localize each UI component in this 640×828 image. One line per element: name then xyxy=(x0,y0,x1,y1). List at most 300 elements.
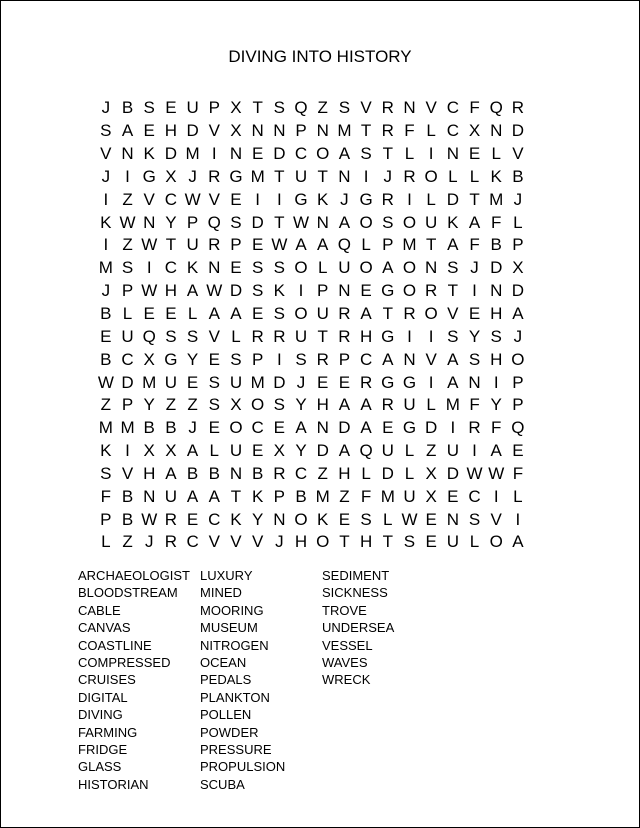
grid-letter[interactable]: S xyxy=(273,258,286,278)
grid-letter[interactable]: G xyxy=(164,349,178,369)
grid-letter[interactable]: I xyxy=(103,235,109,255)
grid-letter[interactable]: T xyxy=(469,189,480,209)
grid-letter[interactable]: V xyxy=(425,98,437,118)
grid-letter[interactable]: H xyxy=(490,349,503,369)
grid-letter[interactable]: D xyxy=(186,121,199,141)
grid-letter[interactable]: S xyxy=(230,349,242,369)
grid-letter[interactable]: L xyxy=(187,304,198,324)
grid-letter[interactable]: D xyxy=(511,281,525,301)
grid-letter[interactable]: F xyxy=(491,418,502,438)
grid-letter[interactable]: A xyxy=(317,235,329,255)
grid-letter[interactable]: Y xyxy=(251,509,264,529)
grid-letter[interactable]: B xyxy=(121,509,134,529)
grid-letter[interactable]: I xyxy=(428,326,434,346)
grid-letter[interactable]: L xyxy=(101,532,111,552)
grid-letter[interactable]: Z xyxy=(317,98,328,118)
grid-letter[interactable]: E xyxy=(512,441,524,461)
grid-letter[interactable]: N xyxy=(273,509,286,529)
grid-letter[interactable]: R xyxy=(403,166,416,186)
grid-letter[interactable]: P xyxy=(251,349,264,369)
grid-letter[interactable]: Q xyxy=(359,441,373,461)
grid-letter[interactable]: E xyxy=(338,509,351,529)
grid-letter[interactable]: F xyxy=(469,98,480,118)
grid-letter[interactable]: D xyxy=(164,144,178,164)
grid-letter[interactable]: A xyxy=(447,349,459,369)
grid-letter[interactable]: U xyxy=(425,212,438,232)
grid-letter[interactable]: V xyxy=(143,189,155,209)
grid-letter[interactable]: E xyxy=(165,98,177,118)
grid-letter[interactable]: S xyxy=(382,212,394,232)
grid-letter[interactable]: R xyxy=(511,98,525,118)
grid-letter[interactable]: K xyxy=(230,509,242,529)
grid-letter[interactable]: H xyxy=(316,395,329,415)
grid-letter[interactable]: J xyxy=(513,189,523,209)
grid-letter[interactable]: D xyxy=(273,144,286,164)
grid-letter[interactable]: P xyxy=(295,121,307,141)
grid-letter[interactable]: I xyxy=(515,509,521,529)
grid-letter[interactable]: U xyxy=(164,372,178,392)
grid-letter[interactable]: O xyxy=(251,395,265,415)
grid-letter[interactable]: N xyxy=(229,463,243,483)
grid-letter[interactable]: L xyxy=(383,509,393,529)
grid-letter[interactable]: C xyxy=(294,144,308,164)
grid-letter[interactable]: O xyxy=(359,212,373,232)
grid-letter[interactable]: I xyxy=(276,349,282,369)
grid-letter[interactable]: A xyxy=(360,418,372,438)
grid-letter[interactable]: K xyxy=(490,166,502,186)
grid-letter[interactable]: E xyxy=(100,326,112,346)
grid-letter[interactable]: T xyxy=(317,166,328,186)
grid-letter[interactable]: P xyxy=(230,235,242,255)
grid-letter[interactable]: S xyxy=(468,509,481,529)
grid-letter[interactable]: U xyxy=(229,372,243,392)
grid-letter[interactable]: R xyxy=(273,326,286,346)
grid-letter[interactable]: B xyxy=(186,463,199,483)
grid-letter[interactable]: B xyxy=(121,98,134,118)
grid-letter[interactable]: A xyxy=(468,212,481,232)
grid-letter[interactable]: M xyxy=(98,418,113,438)
grid-letter[interactable]: J xyxy=(383,166,393,186)
grid-letter[interactable]: D xyxy=(425,418,438,438)
grid-letter[interactable]: N xyxy=(143,486,156,506)
grid-letter[interactable]: D xyxy=(446,463,459,483)
grid-letter[interactable]: W xyxy=(184,189,201,209)
grid-letter[interactable]: I xyxy=(298,281,304,301)
grid-letter[interactable]: E xyxy=(165,304,177,324)
grid-letter[interactable]: P xyxy=(317,281,329,301)
grid-letter[interactable]: N xyxy=(208,258,221,278)
grid-letter[interactable]: P xyxy=(186,212,199,232)
grid-letter[interactable]: R xyxy=(164,532,178,552)
grid-letter[interactable]: A xyxy=(512,532,524,552)
grid-letter[interactable]: A xyxy=(512,304,524,324)
grid-letter[interactable]: N xyxy=(273,121,286,141)
grid-letter[interactable]: Z xyxy=(165,395,177,415)
grid-letter[interactable]: N xyxy=(316,418,329,438)
grid-letter[interactable]: G xyxy=(142,166,156,186)
grid-letter[interactable]: E xyxy=(468,304,481,324)
grid-letter[interactable]: C xyxy=(294,463,308,483)
grid-letter[interactable]: Q xyxy=(489,98,503,118)
grid-letter[interactable]: B xyxy=(100,349,112,369)
grid-letter[interactable]: J xyxy=(188,166,197,186)
grid-letter[interactable]: B xyxy=(208,463,220,483)
grid-letter[interactable]: M xyxy=(402,235,417,255)
grid-letter[interactable]: E xyxy=(143,304,155,324)
grid-letter[interactable]: Z xyxy=(122,235,133,255)
grid-letter[interactable]: S xyxy=(208,395,220,415)
grid-letter[interactable]: Q xyxy=(142,326,156,346)
grid-letter[interactable]: H xyxy=(338,463,351,483)
grid-letter[interactable]: L xyxy=(404,144,415,164)
grid-letter[interactable]: C xyxy=(208,509,221,529)
grid-letter[interactable]: S xyxy=(100,121,112,141)
grid-letter[interactable]: B xyxy=(512,166,524,186)
grid-letter[interactable]: E xyxy=(360,281,372,301)
grid-letter[interactable]: I xyxy=(103,189,109,209)
grid-letter[interactable]: S xyxy=(273,395,286,415)
grid-letter[interactable]: X xyxy=(273,441,286,461)
grid-letter[interactable]: Q xyxy=(511,418,525,438)
grid-letter[interactable]: S xyxy=(208,372,220,392)
grid-letter[interactable]: L xyxy=(491,144,501,164)
grid-letter[interactable]: A xyxy=(382,258,394,278)
grid-letter[interactable]: U xyxy=(121,326,134,346)
grid-letter[interactable]: W xyxy=(141,235,158,255)
grid-letter[interactable]: J xyxy=(513,326,523,346)
grid-letter[interactable]: R xyxy=(208,166,221,186)
grid-letter[interactable]: S xyxy=(273,304,286,324)
grid-letter[interactable]: W xyxy=(206,281,223,301)
grid-letter[interactable]: E xyxy=(230,258,242,278)
grid-letter[interactable]: R xyxy=(208,235,221,255)
grid-letter[interactable]: H xyxy=(164,281,178,301)
grid-letter[interactable]: B xyxy=(143,418,155,438)
grid-letter[interactable]: Q xyxy=(207,212,221,232)
grid-letter[interactable]: K xyxy=(186,258,199,278)
grid-letter[interactable]: N xyxy=(403,349,416,369)
grid-letter[interactable]: L xyxy=(426,395,436,415)
grid-letter[interactable]: X xyxy=(165,166,177,186)
grid-letter[interactable]: J xyxy=(340,189,349,209)
grid-letter[interactable]: J xyxy=(101,281,111,301)
grid-letter[interactable]: K xyxy=(100,441,112,461)
grid-letter[interactable]: B xyxy=(490,235,502,255)
grid-letter[interactable]: J xyxy=(188,418,197,438)
grid-letter[interactable]: G xyxy=(402,418,417,438)
grid-letter[interactable]: N xyxy=(490,281,503,301)
grid-letter[interactable]: E xyxy=(251,144,264,164)
grid-letter[interactable]: P xyxy=(382,235,394,255)
grid-letter[interactable]: V xyxy=(121,463,134,483)
grid-letter[interactable]: R xyxy=(381,98,394,118)
grid-letter[interactable]: J xyxy=(470,258,479,278)
grid-letter[interactable]: E xyxy=(425,532,437,552)
grid-letter[interactable]: C xyxy=(446,98,459,118)
grid-letter[interactable]: E xyxy=(186,509,199,529)
grid-letter[interactable]: A xyxy=(382,349,394,369)
grid-letter[interactable]: A xyxy=(186,486,199,506)
grid-letter[interactable]: A xyxy=(208,486,220,506)
grid-letter[interactable]: W xyxy=(401,509,418,529)
grid-letter[interactable]: F xyxy=(404,121,415,141)
grid-letter[interactable]: T xyxy=(165,235,177,255)
grid-letter[interactable]: R xyxy=(381,121,394,141)
grid-letter[interactable]: J xyxy=(101,166,111,186)
grid-letter[interactable]: Z xyxy=(122,189,133,209)
grid-letter[interactable]: E xyxy=(208,349,220,369)
grid-letter[interactable]: V xyxy=(230,532,242,552)
grid-letter[interactable]: Y xyxy=(295,395,307,415)
grid-letter[interactable]: G xyxy=(294,189,308,209)
grid-letter[interactable]: C xyxy=(186,532,199,552)
grid-letter[interactable]: Y xyxy=(143,395,155,415)
grid-letter[interactable]: G xyxy=(381,281,395,301)
grid-letter[interactable]: N xyxy=(338,166,351,186)
grid-letter[interactable]: I xyxy=(407,189,412,209)
grid-letter[interactable]: T xyxy=(339,532,350,552)
grid-letter[interactable]: P xyxy=(273,486,286,506)
grid-letter[interactable]: X xyxy=(165,441,177,461)
grid-letter[interactable]: U xyxy=(186,235,199,255)
grid-letter[interactable]: S xyxy=(468,349,481,369)
grid-letter[interactable]: A xyxy=(360,304,372,324)
grid-letter[interactable]: X xyxy=(425,486,437,506)
grid-letter[interactable]: N xyxy=(143,212,156,232)
grid-letter[interactable]: S xyxy=(360,144,372,164)
grid-letter[interactable]: G xyxy=(381,326,395,346)
grid-letter[interactable]: F xyxy=(491,212,502,232)
grid-letter[interactable]: R xyxy=(359,372,373,392)
grid-letter[interactable]: U xyxy=(446,441,459,461)
grid-letter[interactable]: N xyxy=(316,121,329,141)
grid-letter[interactable]: L xyxy=(426,189,436,209)
grid-letter[interactable]: V xyxy=(512,144,524,164)
grid-letter[interactable]: A xyxy=(447,372,459,392)
grid-letter[interactable]: B xyxy=(295,486,307,506)
grid-letter[interactable]: W xyxy=(141,509,158,529)
grid-letter[interactable]: W xyxy=(141,281,158,301)
grid-letter[interactable]: N xyxy=(490,121,503,141)
grid-letter[interactable]: P xyxy=(121,395,134,415)
grid-letter[interactable]: A xyxy=(338,212,351,232)
grid-letter[interactable]: T xyxy=(382,532,393,552)
grid-letter[interactable]: S xyxy=(490,326,502,346)
grid-letter[interactable]: A xyxy=(295,418,307,438)
grid-letter[interactable]: R xyxy=(251,326,264,346)
grid-letter[interactable]: I xyxy=(125,441,130,461)
grid-letter[interactable]: S xyxy=(338,98,351,118)
grid-letter[interactable]: R xyxy=(468,418,481,438)
grid-letter[interactable]: A xyxy=(338,395,351,415)
grid-letter[interactable]: X xyxy=(230,98,242,118)
grid-letter[interactable]: V xyxy=(208,532,220,552)
grid-letter[interactable]: S xyxy=(186,326,199,346)
grid-letter[interactable]: O xyxy=(294,304,308,324)
grid-letter[interactable]: K xyxy=(317,189,329,209)
grid-letter[interactable]: Z xyxy=(339,486,350,506)
grid-letter[interactable]: R xyxy=(338,326,351,346)
grid-letter[interactable]: A xyxy=(360,395,372,415)
grid-letter[interactable]: U xyxy=(338,258,351,278)
grid-letter[interactable]: E xyxy=(273,418,286,438)
grid-letter[interactable]: O xyxy=(424,304,438,324)
grid-letter[interactable]: R xyxy=(403,304,416,324)
grid-letter[interactable]: F xyxy=(469,395,480,415)
grid-letter[interactable]: E xyxy=(447,486,459,506)
grid-letter[interactable]: V xyxy=(208,189,220,209)
grid-letter[interactable]: E xyxy=(208,418,220,438)
grid-letter[interactable]: D xyxy=(229,281,243,301)
grid-letter[interactable]: W xyxy=(293,212,310,232)
grid-letter[interactable]: M xyxy=(315,486,330,506)
grid-letter[interactable]: D xyxy=(121,372,134,392)
grid-letter[interactable]: L xyxy=(231,326,241,346)
grid-letter[interactable]: E xyxy=(251,304,264,324)
grid-letter[interactable]: T xyxy=(360,121,372,141)
grid-letter[interactable]: D xyxy=(338,418,351,438)
grid-letter[interactable]: I xyxy=(211,144,217,164)
grid-letter[interactable]: T xyxy=(382,144,393,164)
grid-letter[interactable]: R xyxy=(338,304,351,324)
grid-letter[interactable]: M xyxy=(120,418,135,438)
grid-letter[interactable]: N xyxy=(446,509,459,529)
grid-letter[interactable]: P xyxy=(512,235,524,255)
grid-letter[interactable]: O xyxy=(402,212,417,232)
grid-letter[interactable]: I xyxy=(125,166,130,186)
grid-letter[interactable]: S xyxy=(121,258,134,278)
grid-letter[interactable]: R xyxy=(381,189,394,209)
grid-letter[interactable]: S xyxy=(447,326,459,346)
grid-letter[interactable]: Q xyxy=(337,235,352,255)
grid-letter[interactable]: I xyxy=(363,166,369,186)
grid-letter[interactable]: K xyxy=(447,212,459,232)
grid-letter[interactable]: O xyxy=(402,281,417,301)
grid-letter[interactable]: S xyxy=(273,98,286,118)
grid-letter[interactable]: X xyxy=(425,463,437,483)
grid-letter[interactable]: O xyxy=(294,509,308,529)
grid-letter[interactable]: F xyxy=(469,235,480,255)
grid-letter[interactable]: G xyxy=(229,166,243,186)
grid-letter[interactable]: R xyxy=(273,463,286,483)
grid-letter[interactable]: I xyxy=(493,486,499,506)
grid-letter[interactable]: K xyxy=(317,509,329,529)
grid-letter[interactable]: B xyxy=(121,486,134,506)
grid-letter[interactable]: R xyxy=(381,395,394,415)
grid-letter[interactable]: Z xyxy=(317,463,328,483)
grid-letter[interactable]: S xyxy=(165,326,177,346)
grid-letter[interactable]: O xyxy=(316,144,330,164)
grid-letter[interactable]: L xyxy=(469,532,480,552)
grid-letter[interactable]: I xyxy=(472,281,477,301)
grid-letter[interactable]: I xyxy=(407,326,412,346)
grid-letter[interactable]: O xyxy=(489,532,503,552)
grid-letter[interactable]: U xyxy=(186,98,199,118)
grid-letter[interactable]: K xyxy=(251,486,264,506)
grid-letter[interactable]: H xyxy=(490,304,503,324)
grid-letter[interactable]: M xyxy=(142,372,157,392)
grid-letter[interactable]: A xyxy=(295,235,307,255)
grid-letter[interactable]: X xyxy=(512,258,524,278)
grid-letter[interactable]: J xyxy=(296,372,306,392)
grid-letter[interactable]: X xyxy=(230,395,242,415)
grid-letter[interactable]: H xyxy=(359,326,373,346)
grid-letter[interactable]: A xyxy=(208,304,220,324)
grid-letter[interactable]: I xyxy=(255,189,261,209)
grid-letter[interactable]: E xyxy=(251,441,264,461)
grid-letter[interactable]: W xyxy=(466,463,483,483)
grid-letter[interactable]: Y xyxy=(490,395,502,415)
grid-letter[interactable]: G xyxy=(402,372,417,392)
grid-letter[interactable]: D xyxy=(316,441,329,461)
grid-letter[interactable]: L xyxy=(513,212,523,232)
grid-letter[interactable]: N xyxy=(446,144,459,164)
grid-letter[interactable]: O xyxy=(424,166,438,186)
grid-letter[interactable]: E xyxy=(338,372,351,392)
grid-letter[interactable]: M xyxy=(380,486,395,506)
grid-letter[interactable]: A xyxy=(447,235,459,255)
grid-letter[interactable]: G xyxy=(381,372,395,392)
grid-letter[interactable]: W xyxy=(97,372,114,392)
grid-letter[interactable]: Z xyxy=(100,395,112,415)
grid-letter[interactable]: V xyxy=(251,532,264,552)
grid-letter[interactable]: U xyxy=(381,441,394,461)
grid-letter[interactable]: O xyxy=(402,258,417,278)
grid-letter[interactable]: B xyxy=(251,463,264,483)
grid-letter[interactable]: K xyxy=(143,144,155,164)
grid-letter[interactable]: V xyxy=(208,121,220,141)
grid-letter[interactable]: L xyxy=(469,166,480,186)
grid-letter[interactable]: L xyxy=(317,258,328,278)
grid-letter[interactable]: V xyxy=(208,326,220,346)
grid-letter[interactable]: C xyxy=(164,189,178,209)
grid-letter[interactable]: V xyxy=(425,349,437,369)
grid-letter[interactable]: Z xyxy=(425,441,437,461)
grid-letter[interactable]: P xyxy=(512,372,524,392)
grid-letter[interactable]: Y xyxy=(295,441,307,461)
grid-letter[interactable]: P xyxy=(208,98,220,118)
grid-letter[interactable]: Q xyxy=(294,98,308,118)
grid-letter[interactable]: N xyxy=(229,144,243,164)
grid-letter[interactable]: I xyxy=(146,258,152,278)
grid-letter[interactable]: S xyxy=(143,98,155,118)
grid-letter[interactable]: U xyxy=(316,304,329,324)
grid-letter[interactable]: R xyxy=(425,281,438,301)
grid-letter[interactable]: P xyxy=(121,281,134,301)
grid-letter[interactable]: H xyxy=(294,532,308,552)
grid-letter[interactable]: O xyxy=(294,258,308,278)
grid-letter[interactable]: T xyxy=(252,98,263,118)
grid-letter[interactable]: V xyxy=(490,509,502,529)
grid-letter[interactable]: N xyxy=(121,144,134,164)
grid-letter[interactable]: B xyxy=(165,418,177,438)
grid-letter[interactable]: M xyxy=(337,121,352,141)
grid-letter[interactable]: I xyxy=(493,372,499,392)
grid-letter[interactable]: N xyxy=(338,281,351,301)
grid-letter[interactable]: F xyxy=(100,486,112,506)
grid-letter[interactable]: V xyxy=(100,144,112,164)
grid-letter[interactable]: U xyxy=(294,326,308,346)
grid-letter[interactable]: F xyxy=(512,463,524,483)
grid-letter[interactable]: A xyxy=(230,304,242,324)
grid-letter[interactable]: J xyxy=(275,532,284,552)
grid-letter[interactable]: Z xyxy=(187,395,198,415)
grid-letter[interactable]: D xyxy=(511,121,525,141)
grid-letter[interactable]: M xyxy=(250,166,265,186)
grid-letter[interactable]: I xyxy=(450,418,456,438)
grid-letter[interactable]: I xyxy=(472,441,477,461)
grid-letter[interactable]: T xyxy=(382,304,393,324)
